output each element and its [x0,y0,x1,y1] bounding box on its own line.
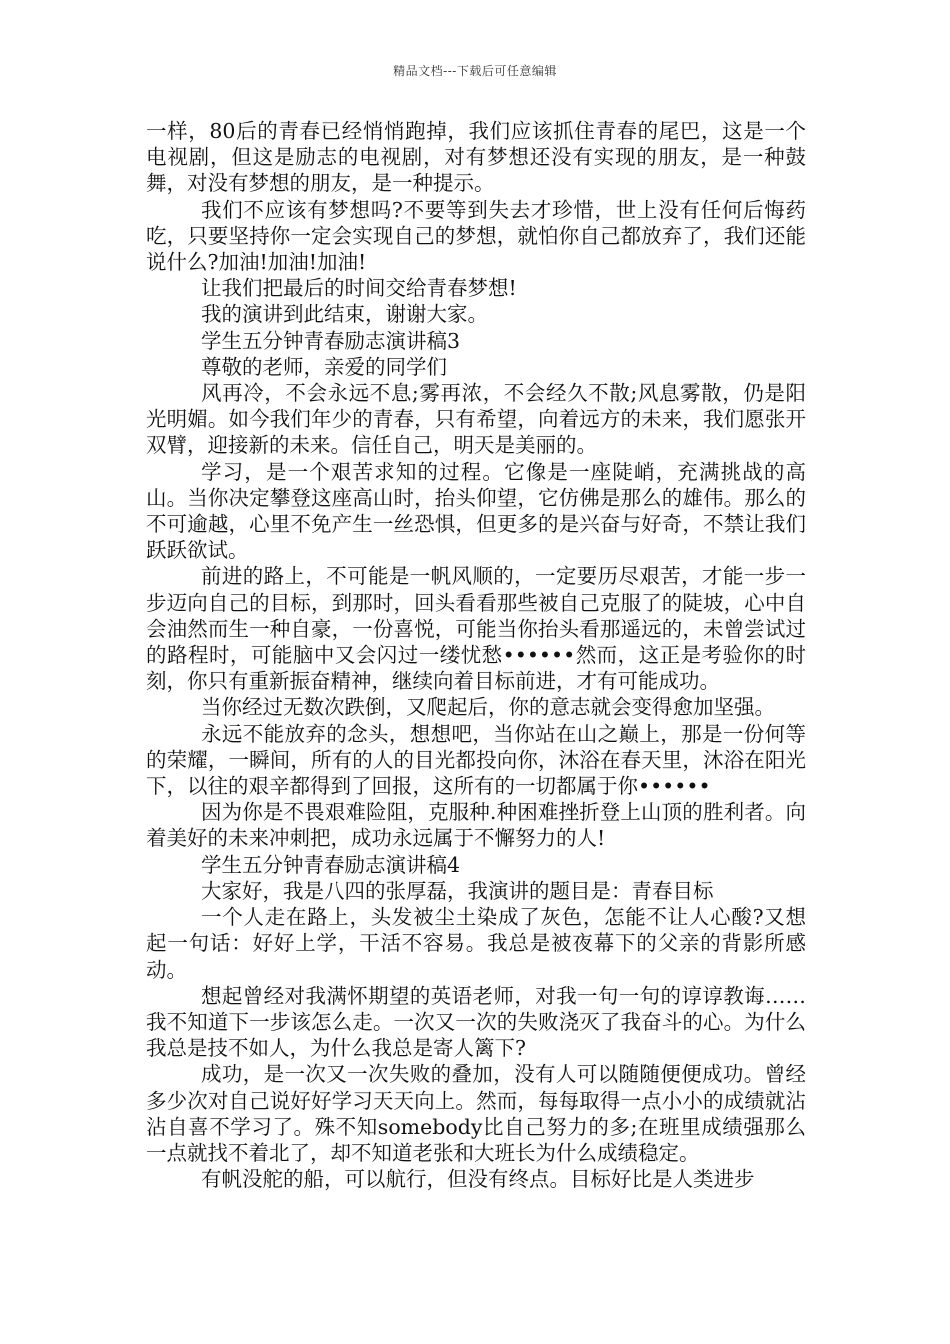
paragraph: 成功，是一次又一次失败的叠加，没有人可以随随便便成功。曾经多少次对自己说好好学习天天向上。然而，每每取得一点小小的成绩就沾沾自喜不学习了。殊不知somebody比自己努力的多;在班里成绩强那么一点就找不着北了，却不知道老张和大班长为什么成绩稳定。 [146,1062,806,1165]
paragraph: 我们不应该有梦想吗?不要等到失去才珍惜，世上没有任何后悔药吃，只要坚持你一定会实现自己的梦想，就怕你自己都放弃了，我们还能说什么?加油!加油!加油! [146,197,806,275]
salutation: 尊敬的老师，亲爱的同学们 [201,354,447,379]
paragraph: 大家好，我是八四的张厚磊，我演讲的题目是：青春目标 [201,878,714,903]
paragraph: 一个人走在路上，头发被尘土染成了灰色，怎能不让人心酸?又想起一句话：好好上学，干活不容易。我总是被夜幕下的父亲的背影所感动。 [146,905,806,982]
paragraph: 一样，80后的青春已经悄悄跑掉，我们应该抓住青春的尾巴，这是一个电视剧，但这是励志的电视剧，对有梦想还没有实现的朋友，是一种鼓舞，对没有梦想的朋友，是一种提示。 [146,119,806,196]
section-title: 学生五分钟青春励志演讲稿3 [201,328,461,353]
paragraph: 永远不能放弃的念头，想想吧，当你站在山之巅上，那是一份何等的荣耀，一瞬间，所有的人的目光都投向你，沐浴在春天里，沐浴在阳光下，以往的艰辛都得到了回报，这所有的一切都属于你•••••• [146,721,806,799]
paragraph: 因为你是不畏艰难险阻，克服种.种困难挫折登上山顶的胜利者。向着美好的未来冲刺把，成功永远属于不懈努力的人! [146,800,806,851]
section-title: 学生五分钟青春励志演讲稿4 [201,852,461,877]
paragraph: 想起曾经对我满怀期望的英语老师，对我一句一句的谆谆教诲……我不知道下一步该怎么走。一次又一次的失败浇灭了我奋斗的心。为什么我总是技不如人，为什么我总是寄人篱下? [146,983,806,1061]
page-header: 精品文档---下载后可任意编辑 [393,64,557,78]
paragraph: 学习，是一个艰苦求知的过程。它像是一座陡峭，充满挑战的高山。当你决定攀登这座高山时，抬头仰望，它仿佛是那么的雄伟。那么的不可逾越，心里不免产生一丝恐惧，但更多的是兴奋与好奇，不禁让我们跃跃欲试。 [146,459,806,563]
paragraph: 让我们把最后的时间交给青春梦想! [201,276,517,301]
paragraph: 有帆没舵的船，可以航行，但没有终点。目标好比是人类进步 [201,1167,755,1192]
paragraph: 我的演讲到此结束，谢谢大家。 [201,302,488,327]
document-body [146,118,806,1192]
paragraph: 前进的路上，不可能是一帆风顺的，一定要历尽艰苦，才能一步一步迈向自己的目标，到那时，回头看看那些被自己克服了的陡坡，心中自会油然而生一种自豪，一份喜悦，可能当你抬头看那遥远的，未曾尝试过的路程时，可能脑中又会闪过一缕忧愁••••••然而，这正是考验你的时刻，你只有重新振奋精神，继续向着目标前进，才有可能成功。 [146,564,806,694]
paragraph: 当你经过无数次跌倒，又爬起后，你的意志就会变得愈加坚强。 [201,695,775,720]
paragraph: 风再冷，不会永远不息;雾再浓，不会经久不散;风息雾散，仍是阳光明媚。如今我们年少的青春，只有希望，向着远方的未来，我们愿张开双臂，迎接新的未来。信任自己，明天是美丽的。 [146,381,806,458]
